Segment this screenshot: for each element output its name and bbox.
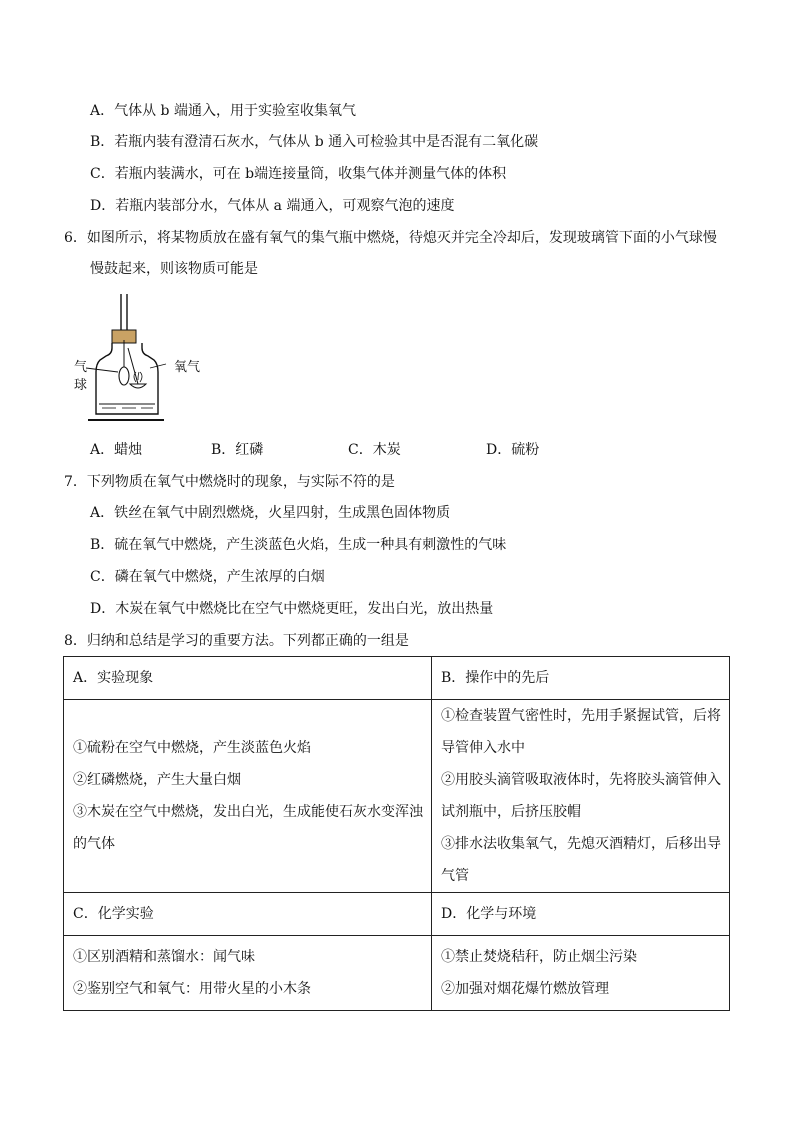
q7-option-d: D．木炭在氧气中燃烧比在空气中燃烧更旺，发出白光，放出热量 (90, 601, 494, 617)
q8-table (63, 656, 730, 1011)
q5-option-a: A．气体从 b 端通入，用于实验室收集氧气 (90, 103, 356, 119)
balloon-label-2: 球 (74, 378, 88, 393)
q7-option-b: B．硫在氧气中燃烧，产生淡蓝色火焰，生成一种具有刺激性的气味 (90, 537, 507, 553)
q5-option-b: B．若瓶内装有澄清石灰水，气体从 b 通入可检验其中是否混有二氧化碳 (90, 134, 539, 150)
q6-stem-line1: 6．如图所示，将某物质放在盛有氧气的集气瓶中燃烧，待熄灭并完全冷却后，发现玻璃管下面的小气球慢 (64, 230, 717, 246)
oxygen-label: 氧气 (174, 360, 201, 375)
cell-b-line: ③排水法收集氧气，先熄灭酒精灯，后移出导 (441, 836, 721, 852)
q5-option-d: D．若瓶内装部分水，气体从 a 端通入，可观察气泡的速度 (90, 198, 455, 214)
cell-c-line: ①区别酒精和蒸馏水：闻气味 (73, 949, 255, 965)
cell-b-line: ②用胶头滴管吸取液体时，先将胶头滴管伸入 (441, 772, 721, 788)
cell-a-line: ①硫粉在空气中燃烧，产生淡蓝色火焰 (73, 740, 311, 756)
balloon-label-1: 气 (74, 360, 88, 375)
q5-option-c: C．若瓶内装满水，可在 b端连接量筒，收集气体并测量气体的体积 (90, 166, 507, 182)
q6-stem-line2: 慢鼓起来，则该物质可能是 (90, 261, 258, 277)
cell-c-header: C．化学实验 (64, 893, 432, 936)
q6-choice-b: B．红磷 (211, 442, 264, 458)
cell-b-header: B．操作中的先后 (432, 657, 730, 700)
q7-option-c: C．磷在氧气中燃烧，产生浓厚的白烟 (90, 569, 325, 585)
cell-a-line: ②红磷燃烧，产生大量白烟 (73, 772, 241, 788)
cell-a-body (64, 700, 432, 893)
gas-jar-diagram (66, 292, 216, 427)
cell-c-body (64, 936, 432, 1011)
cell-b-line: ①检查装置气密性时，先用手紧握试管，后将 (441, 708, 721, 724)
cell-d-line: ②加强对烟花爆竹燃放管理 (441, 981, 609, 997)
cell-b-line: 气管 (441, 868, 469, 884)
cell-a-line: 的气体 (73, 836, 115, 852)
cell-d-body (432, 936, 730, 1011)
cell-c-line: ②鉴别空气和氧气：用带火星的小木条 (73, 981, 311, 997)
cell-d-line: ①禁止焚烧秸秆，防止烟尘污染 (441, 949, 637, 965)
cell-a-line: ③木炭在空气中燃烧，发出白光，生成能使石灰水变浑浊 (73, 804, 423, 820)
q6-choice-c: C．木炭 (348, 442, 401, 458)
cell-a-header: A．实验现象 (64, 657, 432, 700)
cell-b-line: 导管伸入水中 (441, 740, 525, 756)
q6-choice-d: D．硫粉 (486, 442, 540, 458)
cell-b-body (432, 700, 730, 893)
q7-option-a: A．铁丝在氧气中剧烈燃烧，火星四射，生成黑色固体物质 (90, 505, 451, 521)
cell-b-line: 试剂瓶中，后挤压胶帽 (441, 804, 581, 820)
q7-stem: 7．下列物质在氧气中燃烧时的现象，与实际不符的是 (64, 474, 395, 490)
q8-stem: 8．归纳和总结是学习的重要方法。下列都正确的一组是 (64, 633, 409, 649)
q6-choice-a: A．蜡烛 (90, 442, 143, 458)
cell-d-header: D．化学与环境 (432, 893, 730, 936)
